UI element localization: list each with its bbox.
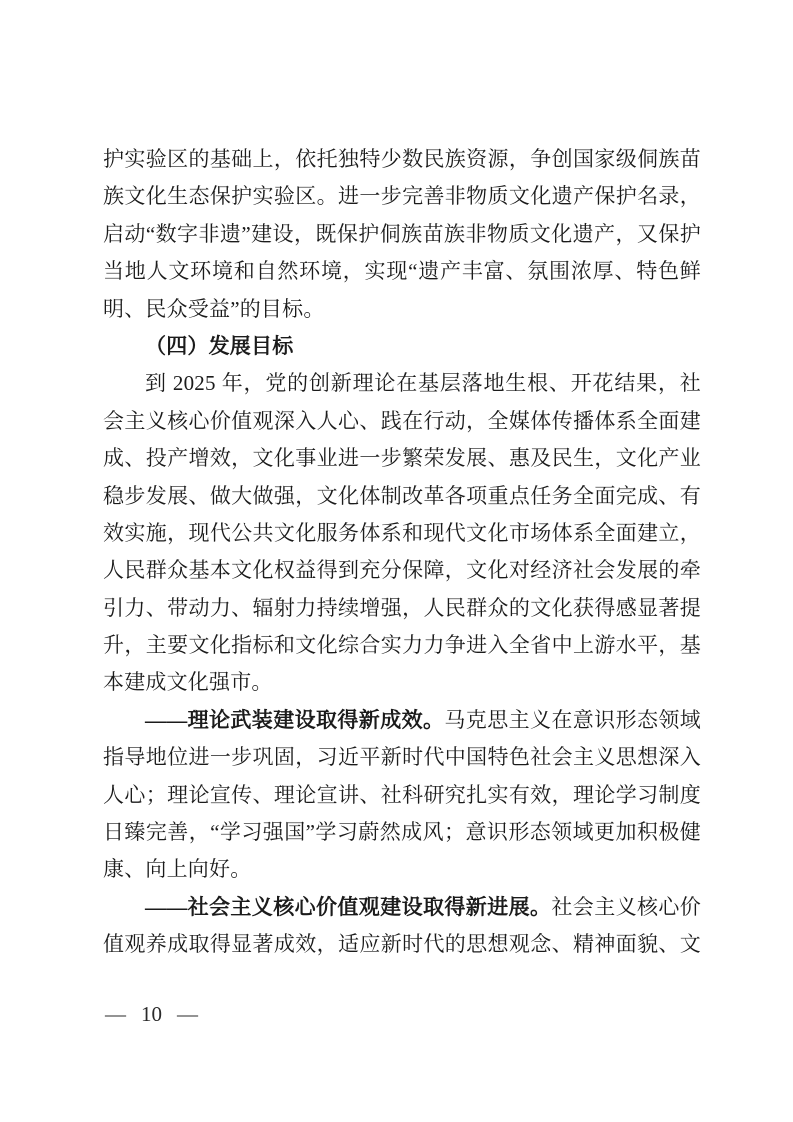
text-line: 效实施，现代公共文化服务体系和现代文化市场体系全面建立，: [103, 520, 701, 545]
page-footer: [103, 1000, 200, 1028]
text-line: 成、投产增效，文化事业进一步繁荣发展、惠及民生，文化产业: [103, 446, 701, 471]
text-line: 稳步发展、做大做强，文化体制改革各项重点任务全面完成、有: [103, 483, 701, 508]
text-line: 指导地位进一步巩固，习近平新时代中国特色社会主义思想深入: [103, 745, 701, 770]
text-line: 人民群众基本文化权益得到充分保障，文化对经济社会发展的牵: [103, 558, 701, 583]
text-line: 族文化生态保护实验区。进一步完善非物质文化遗产保护名录，: [103, 184, 701, 209]
text-line: ——社会主义核心价值观建设取得新进展。社会主义核心价: [145, 894, 701, 919]
text-line: 护实验区的基础上，依托独特少数民族资源，争创国家级侗族苗: [103, 147, 701, 171]
text-line: 引力、带动力、辐射力持续增强，人民群众的文化获得感显著提: [103, 595, 701, 620]
text-line: ——理论武装建设取得新成效。马克思主义在意识形态领域: [145, 707, 701, 732]
text-line: 当地人文环境和自然环境，实现“遗产丰富、氛围浓厚、特色鲜: [103, 259, 701, 284]
text-line: 会主义核心价值观深入人心、践在行动，全媒体传播体系全面建: [103, 408, 701, 433]
text-line: 本建成文化强市。: [103, 670, 273, 695]
text-block: [103, 141, 701, 964]
text-line: 人心；理论宣传、理论宣讲、社科研究扎实有效，理论学习制度: [103, 782, 701, 807]
text-line: （四）发展目标: [145, 333, 294, 358]
text-line: 值观养成取得显著成效，适应新时代的思想观念、精神面貌、文: [103, 932, 701, 957]
text-line: 升，主要文化指标和文化综合实力力争进入全省中上游水平，基: [103, 633, 701, 658]
text-line: 日臻完善，“学习强国”学习蔚然成风；意识形态领域更加积极健: [103, 820, 701, 845]
text-line: 启动“数字非遗”建设，既保护侗族苗族非物质文化遗产，又保护: [103, 221, 701, 246]
text-line: 明、民众受益”的目标。: [103, 296, 325, 321]
bold-lead: ——社会主义核心价值观建设取得新进展。: [145, 894, 552, 919]
page-number: 10: [141, 1002, 162, 1026]
footer-left-dash: —: [105, 1002, 126, 1026]
footer-right-dash: —: [177, 1002, 198, 1026]
text-line: 康、向上向好。: [103, 857, 252, 882]
bold-lead: ——理论武装建设取得新成效。: [145, 707, 445, 732]
text-line: 到 2025 年，党的创新理论在基层落地生根、开花结果，社: [145, 371, 701, 396]
